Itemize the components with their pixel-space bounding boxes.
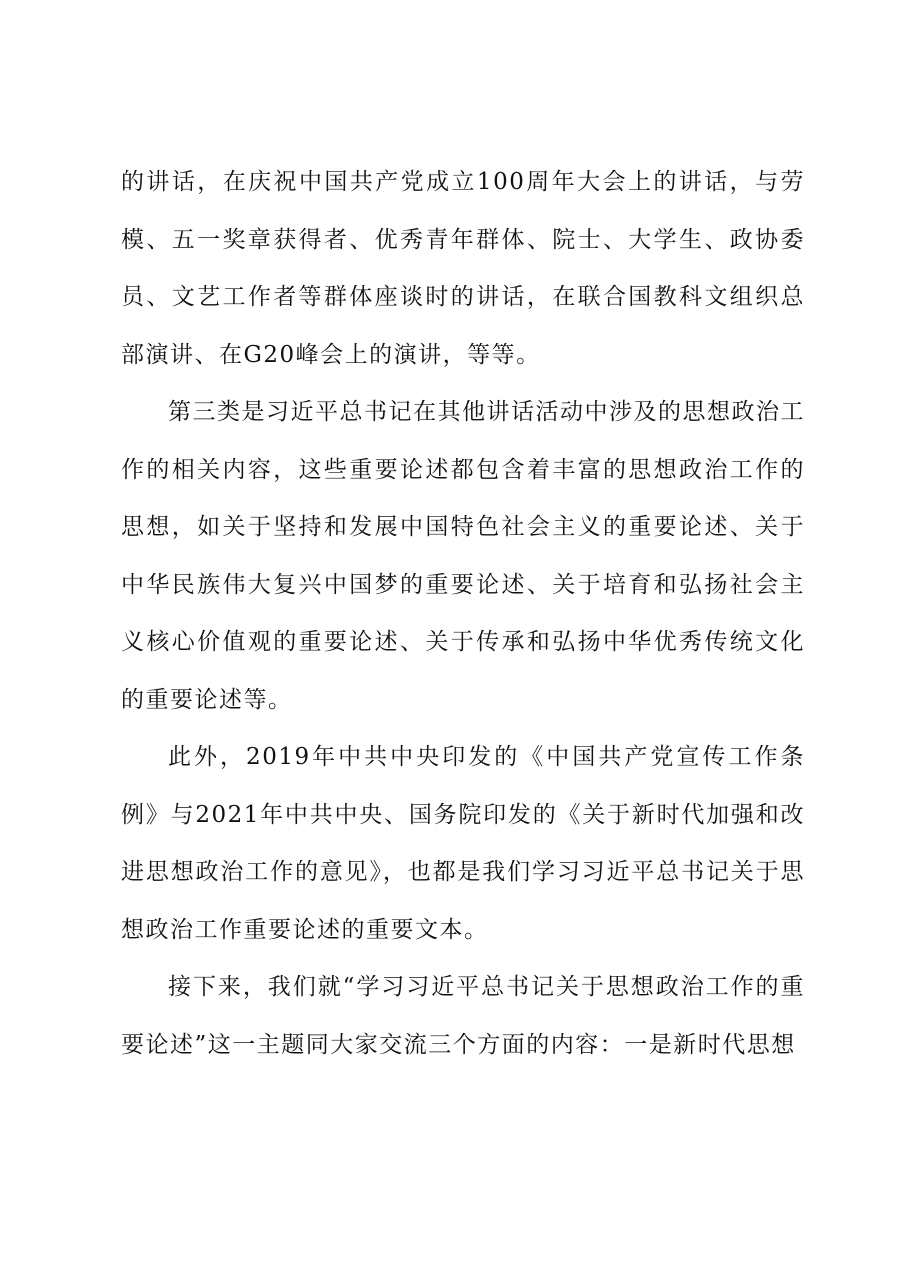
- paragraph-4: 接下来，我们就“学习习近平总书记关于思想政治工作的重要论述”这一主题同大家交流三个方面的内容：一是新时代思想: [121, 974, 805, 1058]
- paragraph-1: 的讲话，在庆祝中国共产党成立100周年大会上的讲话，与劳模、五一奖章获得者、优秀青年群体、院士、大学生、政协委员、文艺工作者等群体座谈时的讲话，在联合国教科文组织总部演讲、在G20峰会上的演讲，等等。: [121, 169, 805, 368]
- paragraph-3: 此外，2019年中共中央印发的《中国共产党宣传工作条例》与2021年中共中央、国务院印发的《关于新时代加强和改进思想政治工作的意见》，也都是我们学习习近平总书记关于思想政治工作重要论述的重要文本。: [121, 744, 805, 943]
- document-body: [121, 154, 805, 1074]
- paragraph-2: 第三类是习近平总书记在其他讲话活动中涉及的思想政治工作的相关内容，这些重要论述都包含着丰富的思想政治工作的思想，如关于坚持和发展中国特色社会主义的重要论述、关于中华民族伟大复兴中国梦的重要论述、关于培育和弘扬社会主义核心价值观的重要论述、关于传承和弘扬中华优秀传统文化的重要论述等。: [121, 399, 805, 713]
